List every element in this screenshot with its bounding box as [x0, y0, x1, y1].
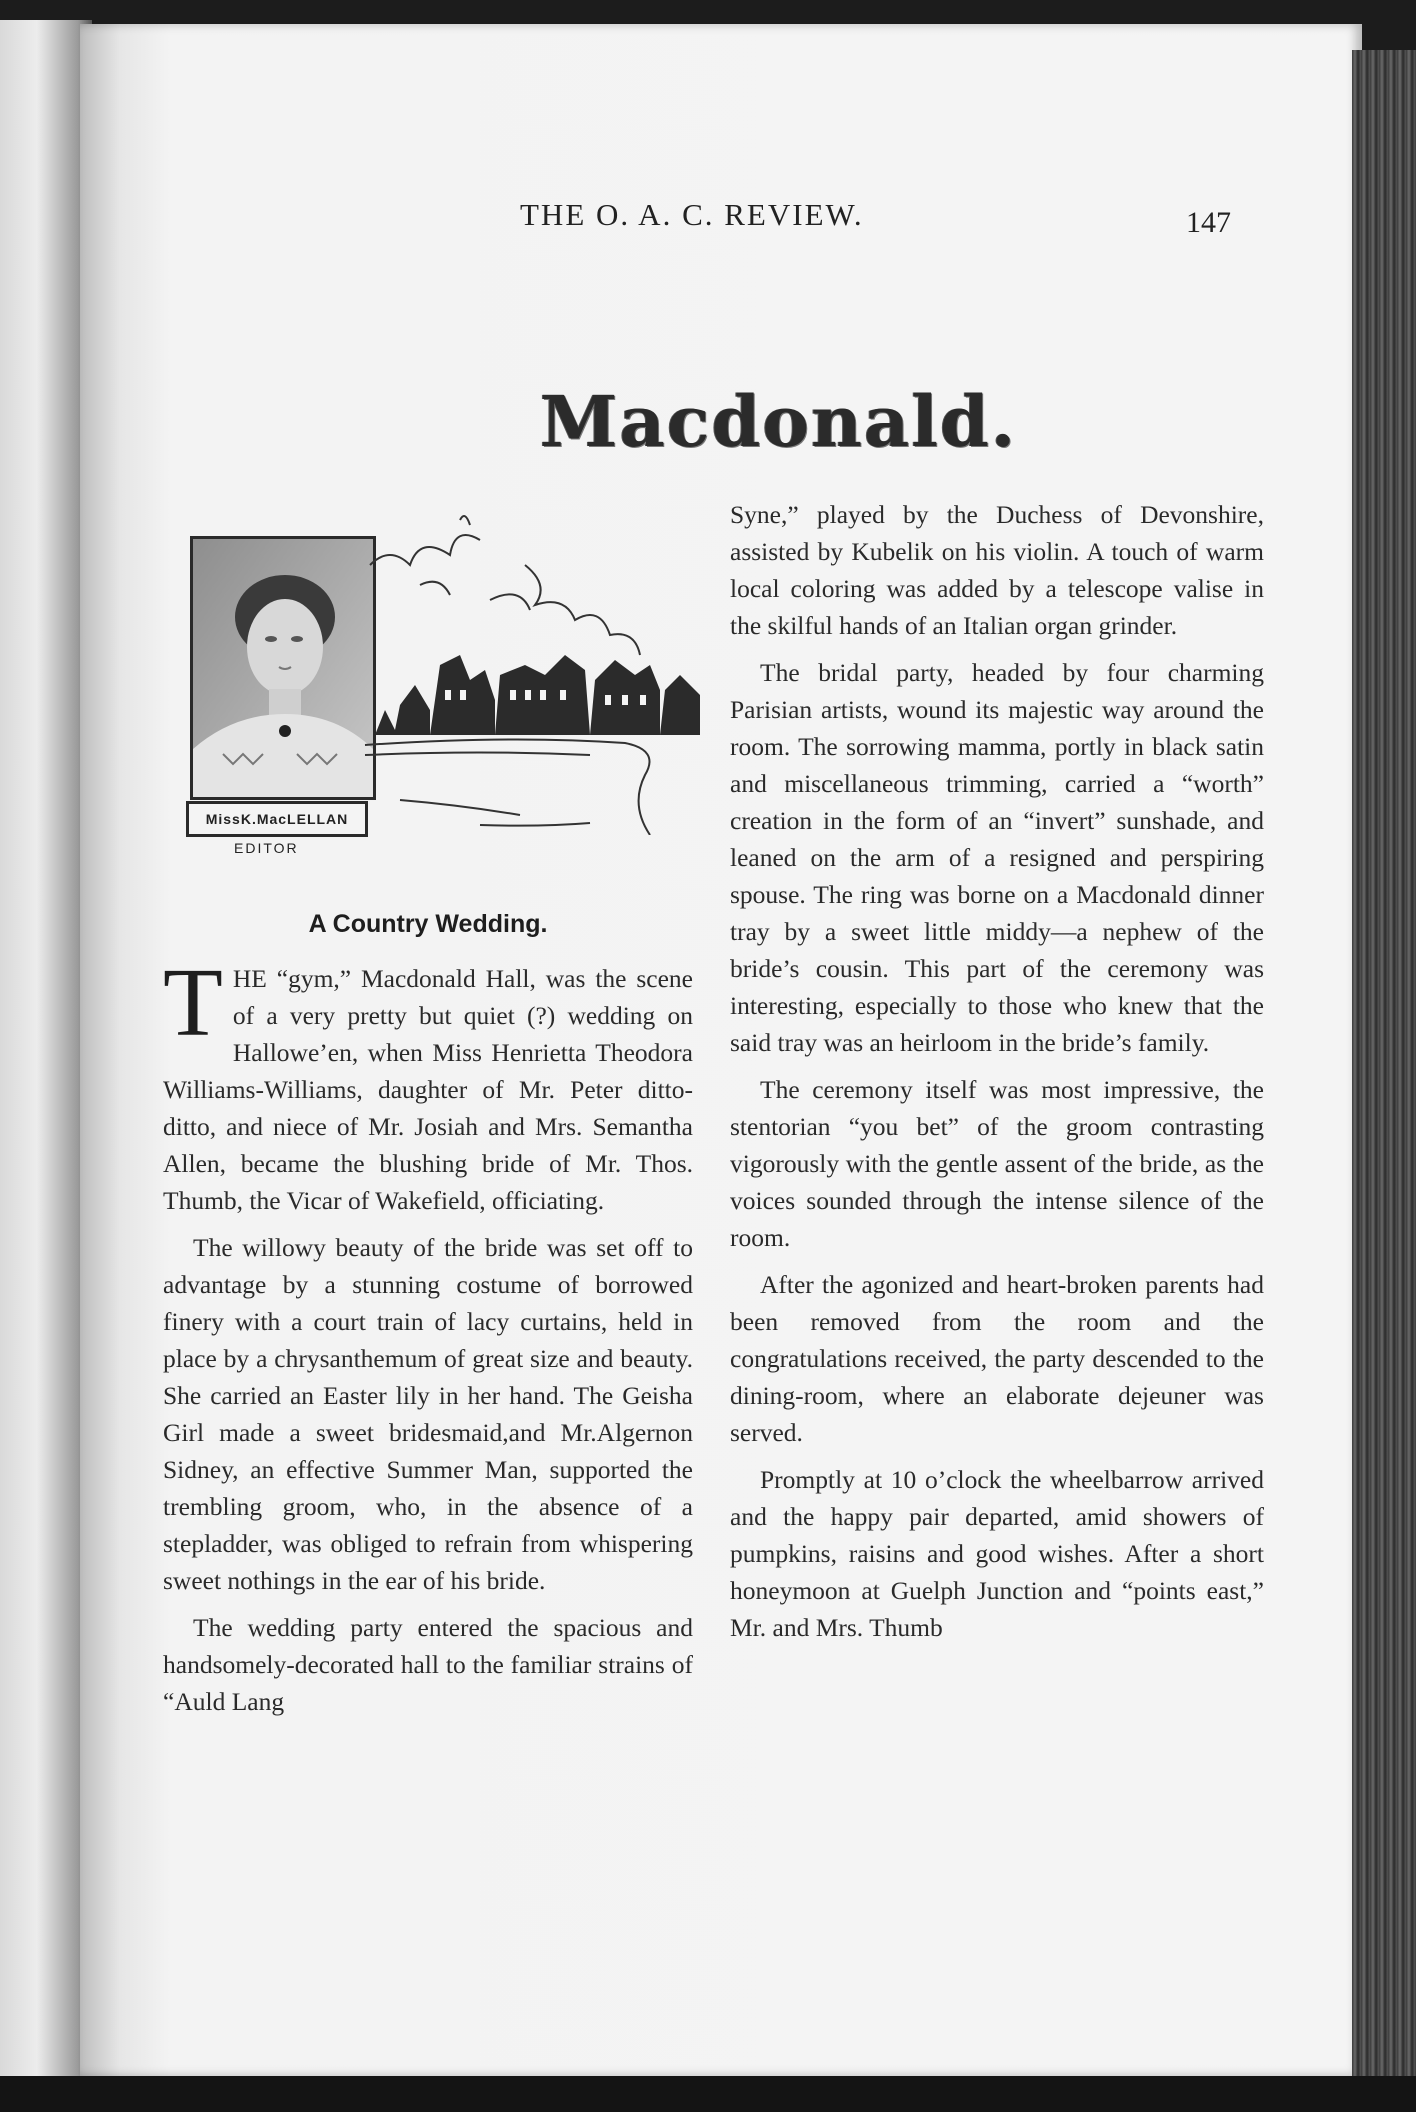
paragraph-1 — [163, 949, 693, 1219]
paragraph-4: The bridal party, headed by four charming Parisian artists, wound its majestic way around the room. The sorrowing mamma, portly in black satin and miscellaneous trimming, carried a “worth” creation in the form of an “invert” sunshade, and leaned on the arm of a resigned and perspiring spouse. The ring was borne on a Macdonald dinner tray by a sweet little middy—a nephew of the bride’s cousin. This part of the ceremony was interesting, especially to those who knew that the said tray was an heirloom in the bride’s family. — [730, 658, 1264, 1057]
paragraph-2: The willowy beauty of the bride was set off to advantage by a stunning costume of borrowed finery with a court train of lacy curtains, held in place by a chrysanthemum of great size and beauty. She carried an Easter lily in her hand. The Geisha Girl made a sweet bridesmaid,and Mr.Algernon Sidney, an effective Summer Man, supported the trembling groom, who, in the absence of a stepladder, was obliged to refrain from whispering sweet nothings in the ear of his bride. — [163, 1233, 693, 1595]
running-header: THE O. A. C. REVIEW. — [520, 197, 864, 232]
page-number: 147 — [1186, 206, 1231, 239]
book-page-edges — [1352, 50, 1416, 2080]
paragraph-3: The wedding party entered the spacious and handsomely-decorated hall to the familiar strains of “Auld Lang — [163, 1613, 693, 1716]
portrait-photo — [193, 539, 373, 797]
macdonald-hall-sketch — [360, 505, 710, 835]
article-title: A Country Wedding. — [308, 910, 548, 938]
paragraph-6: After the agonized and heart-broken parents had been removed from the room and the congratulations received, the party descended to the dining-room, where an elaborate dejeuner was served. — [730, 1270, 1264, 1447]
paragraph-5: The ceremony itself was most impressive, the stentorian “you bet” of the groom contrasting vigorously with the gentle assent of the bride, as the voices sounded through the intense silence of the room. — [730, 1075, 1264, 1252]
editor-role: EDITOR — [234, 840, 299, 856]
section-title: Macdonald. — [540, 380, 1018, 463]
editor-name-caption: MissK.MacLELLAN — [186, 801, 368, 837]
facing-page-edge — [0, 20, 92, 2080]
paragraph-7: Promptly at 10 o’clock the wheelbarrow arrived and the happy pair departed, amid showers of pumpkins, raisins and good wishes. After a short honeymoon at Guelph Junction and “points east,” Mr. and Mrs. Thumb — [730, 1465, 1264, 1642]
paragraph-3-continued: Syne,” played by the Duchess of Devonshire, assisted by Kubelik on his violin. A touch of warm local coloring was added by a telescope valise in the skilful hands of an Italian organ grinder. — [730, 500, 1264, 640]
drop-cap: T — [163, 949, 223, 1057]
editor-portrait — [190, 536, 376, 800]
left-column — [163, 949, 693, 1730]
scan-border — [0, 2076, 1416, 2112]
right-column — [730, 496, 1264, 1656]
paragraph-1-text: HE “gym,” Macdonald Hall, was the scene of a very pretty but quiet (?) wedding on Hallowe’en, when Miss Henrietta Theodora Williams-Williams, daughter of Mr. Peter ditto-ditto, and niece of Mr. Josiah and Mrs. Semantha Allen, became the blushing bride of Mr. Thos. Thumb, the Vicar of Wakefield, officiating. — [163, 964, 693, 1215]
